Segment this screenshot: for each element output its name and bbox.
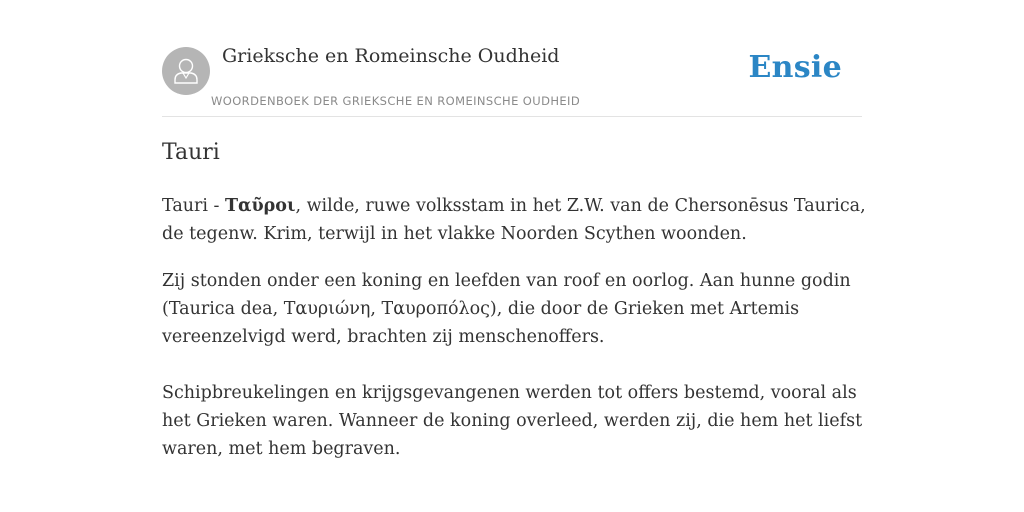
header bbox=[162, 0, 862, 117]
entry-lead: Tauri - bbox=[162, 196, 226, 216]
user-icon bbox=[162, 47, 210, 95]
paragraph-1 bbox=[162, 192, 867, 248]
entry-title: Tauri bbox=[162, 140, 220, 165]
paragraph-2: Zij stonden onder een koning en leefden van roof en oorlog. Aan hunne godin (Taurica dea, Ταυριώνη, Ταυροπόλος), die door de Grieken met Artemis vereenzelvigd werd, brachten zij menschenoffers. bbox=[162, 271, 851, 347]
paragraph-3: Schipbreukelingen en krijgsgevangenen werden tot offers bestemd, vooral als het Grieken waren. Wanneer de koning overleed, werden zij, die hem het liefst waren, met hem begraven. bbox=[162, 383, 863, 459]
greek-term: Ταῦροι bbox=[225, 196, 296, 216]
author-avatar[interactable] bbox=[162, 47, 210, 95]
ensie-logo[interactable]: Ensie bbox=[748, 50, 842, 85]
book-subtitle: WOORDENBOEK DER GRIEKSCHE EN ROMEINSCHE OUDHEID bbox=[211, 94, 581, 108]
paragraph-1-text: , wilde, ruwe volksstam in het Z.W. van de Chersonēsus Taurica, de tegenw. Krim, terwijl in het vlakke Noorden Scythen woonden. bbox=[162, 196, 866, 244]
book-title[interactable]: Grieksche en Romeinsche Oudheid bbox=[222, 45, 560, 67]
entry-content bbox=[162, 192, 867, 463]
